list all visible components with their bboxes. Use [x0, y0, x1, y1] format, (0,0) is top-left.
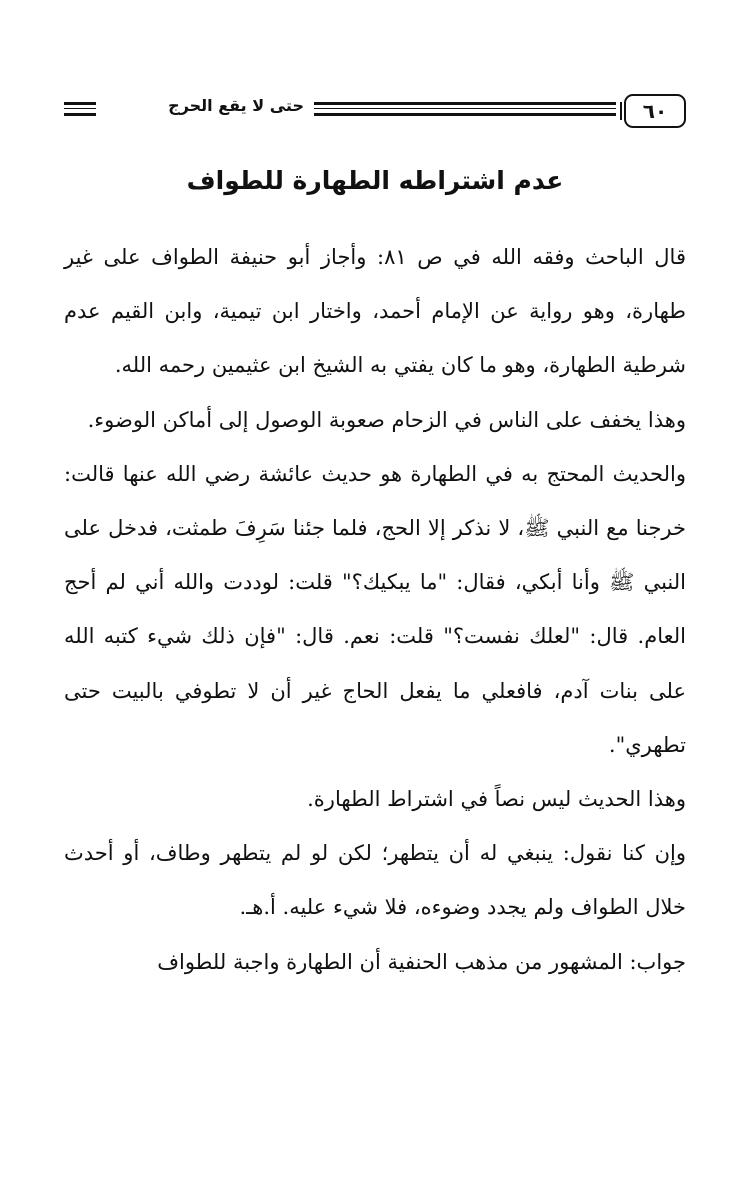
running-header	[56, 90, 686, 134]
paragraph-6: جواب: المشهور من مذهب الحنفية أن الطهارة واجبة للطواف	[157, 949, 686, 974]
header-rule-short	[64, 102, 96, 116]
paragraph-5: وإن كنا نقول: ينبغي له أن يتطهر؛ لكن لو لم يتطهر وطاف، أو أحدث خلال الطواف ولم يجدد وضوءه، فلا شيء عليه. أ.هـ.	[64, 841, 686, 920]
paragraph-2: وهذا يخفف على الناس في الزحام صعوبة الوصول إلى أماكن الوضوء.	[87, 407, 686, 432]
paragraph-3: والحديث المحتج به في الطهارة هو حديث عائشة رضي الله عنها قالت: خرجنا مع النبي ﷺ، لا نذكر إلا الحج، فلما جئنا سَرِفَ طمثت، فدخل على النبي ﷺ وأنا أبكي، فقال: "ما يبكيك؟" قلت: لوددت والله أني لم أحج العام. قال: "لعلك نفست؟" قلت: نعم. قال: "فإن ذلك شيء كتبه الله على بنات آدم، فافعلي ما يفعل الحاج غير أن لا تطوفي بالبيت حتى تطهري".	[64, 461, 686, 757]
paragraph-1: قال الباحث وفقه الله في ص ٨١: وأجاز أبو حنيفة الطواف على غير طهارة، وهو رواية عن الإمام أحمد، واختار ابن تيمية، وابن القيم عدم شرطية الطهارة، وهو ما كان يفتي به الشيخ ابن عثيمين رحمه الله.	[64, 245, 686, 378]
paragraph-4: وهذا الحديث ليس نصاً في اشتراط الطهارة.	[307, 787, 686, 812]
page-number-box	[624, 94, 686, 128]
header-rule-long	[314, 102, 616, 116]
book-title: حتى لا يقع الحرج	[168, 96, 304, 115]
section-title: عدم اشتراطه الطهارة للطواف	[186, 166, 564, 195]
body-text	[64, 230, 686, 989]
page-number: ٦٠	[642, 99, 668, 123]
